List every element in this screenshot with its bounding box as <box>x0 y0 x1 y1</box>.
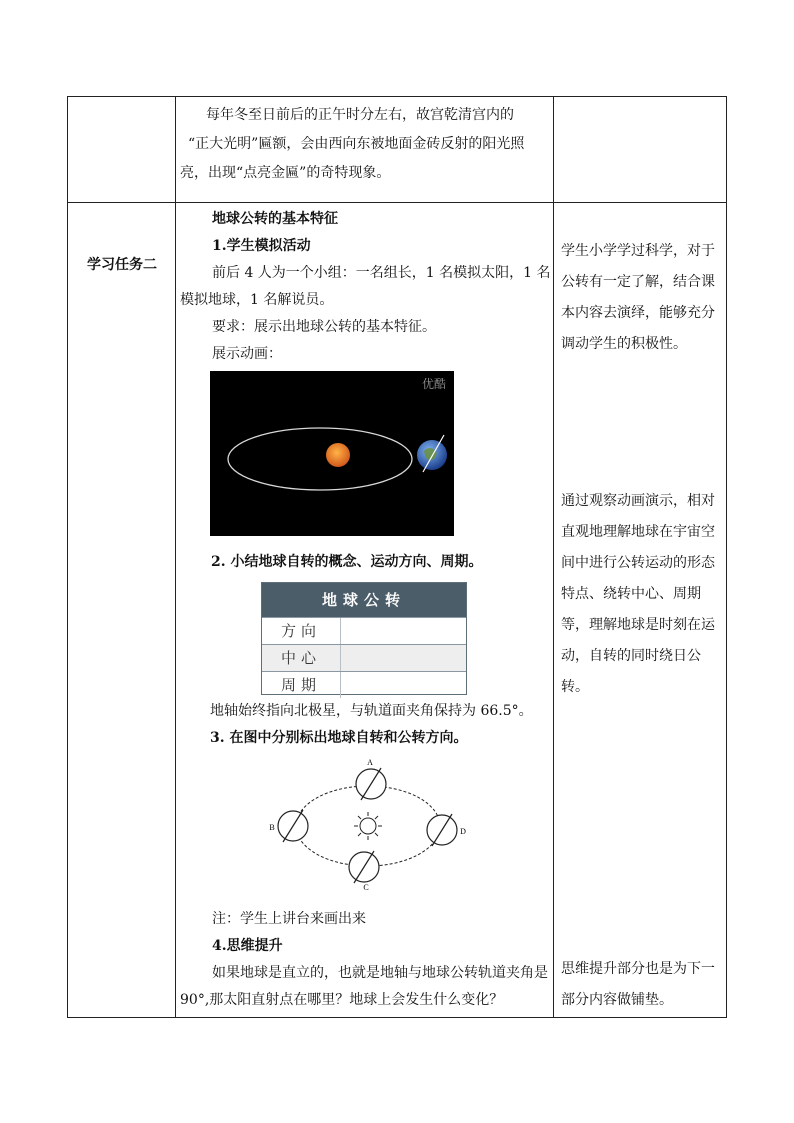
design-intent-line: 特点、绕转中心、周期 <box>561 586 701 602</box>
animation-label: 展示动画： <box>212 346 282 362</box>
orbit-path <box>228 428 412 490</box>
earth-position-d <box>427 814 457 846</box>
design-intent-line: 通过观察动画演示，相对 <box>561 493 715 509</box>
design-intent-line: 直观地理解地球在宇宙空 <box>561 524 715 540</box>
row1-text-line: “正大光明”匾额，会由西向东被地面金砖反射的阳光照 <box>188 136 525 152</box>
column-divider <box>175 97 176 1017</box>
column-divider <box>553 97 554 1017</box>
revolution-row-center <box>262 644 466 671</box>
revolution-row-period <box>262 671 466 698</box>
row1-text-line: 亮，出现“点亮金匾”的奇特现象。 <box>180 165 391 181</box>
item1-title: 1.学生模拟活动 <box>212 238 311 254</box>
revolution-row-direction <box>262 617 466 644</box>
revolution-row-label: 中心 <box>280 649 321 667</box>
item4-line: 90°,那太阳直射点在哪里？地球上会发生什么变化？ <box>180 992 504 1008</box>
figure-note: 注：学生上讲台来画出来 <box>212 911 366 927</box>
axis-note: 地轴始终指向北极星，与轨道面夹角保持为 66.5°。 <box>210 703 533 719</box>
orbit-label-d: D <box>460 827 466 836</box>
revolution-row-label: 周期 <box>280 676 321 694</box>
design-intent-line: 转。 <box>561 679 589 695</box>
item3-title: 3. 在图中分别标出地球自转和公转方向。 <box>210 730 468 746</box>
video-logo: 优酷 <box>421 377 446 391</box>
design-intent-line: 部分内容做铺垫。 <box>561 992 673 1008</box>
design-intent-line: 间中进行公转运动的形态 <box>561 555 715 571</box>
design-intent-line: 调动学生的积极性。 <box>561 336 687 352</box>
item1-line: 模拟地球，1 名解说员。 <box>180 292 334 308</box>
orbit-label-a: A <box>367 759 373 767</box>
orbit-label-c: C <box>363 883 369 892</box>
item1-line: 前后 4 人为一个小组：一名组长，1 名模拟太阳，1 名 <box>212 265 551 281</box>
requirement-text: 要求：展示出地球公转的基本特征。 <box>212 319 436 335</box>
orbit-animation-svg <box>210 371 454 536</box>
design-intent-line: 动，自转的同时绕日公 <box>561 648 701 664</box>
item2-title: 2. 小结地球自转的概念、运动方向、周期。 <box>211 554 483 570</box>
orbit-label-b: B <box>269 823 275 832</box>
item4-title: 4.思维提升 <box>212 938 283 954</box>
earth-position-a <box>356 768 386 800</box>
row-divider <box>68 202 726 203</box>
design-intent-line: 等，理解地球是时刻在运 <box>561 617 715 633</box>
sun-icon <box>326 443 350 467</box>
earth-position-c <box>349 851 379 883</box>
section-heading: 地球公转的基本特征 <box>212 211 338 227</box>
design-intent-line: 公转有一定了解，结合课 <box>561 274 715 290</box>
design-intent-line: 学生小学学过科学，对于 <box>561 243 715 259</box>
item4-line: 如果地球是直立的，也就是地轴与地球公转轨道夹角是 <box>212 965 548 981</box>
task-label: 学习任务二 <box>87 257 157 273</box>
earth-position-b <box>278 810 308 842</box>
revolution-table <box>261 582 467 695</box>
design-intent-line: 本内容去演绎，能够充分 <box>561 305 715 321</box>
orbit-animation-image <box>210 371 454 536</box>
lesson-table <box>67 96 727 1018</box>
revolution-row-label: 方向 <box>280 622 321 640</box>
design-intent-line: 思维提升部分也是为下一 <box>561 961 715 977</box>
revolution-table-title: 地球公转 <box>262 583 466 617</box>
sun-icon <box>354 812 382 840</box>
orbit-diagram <box>258 759 478 893</box>
row1-text-line: 每年冬至日前后的正午时分左右，故宫乾清宫内的 <box>206 107 514 123</box>
